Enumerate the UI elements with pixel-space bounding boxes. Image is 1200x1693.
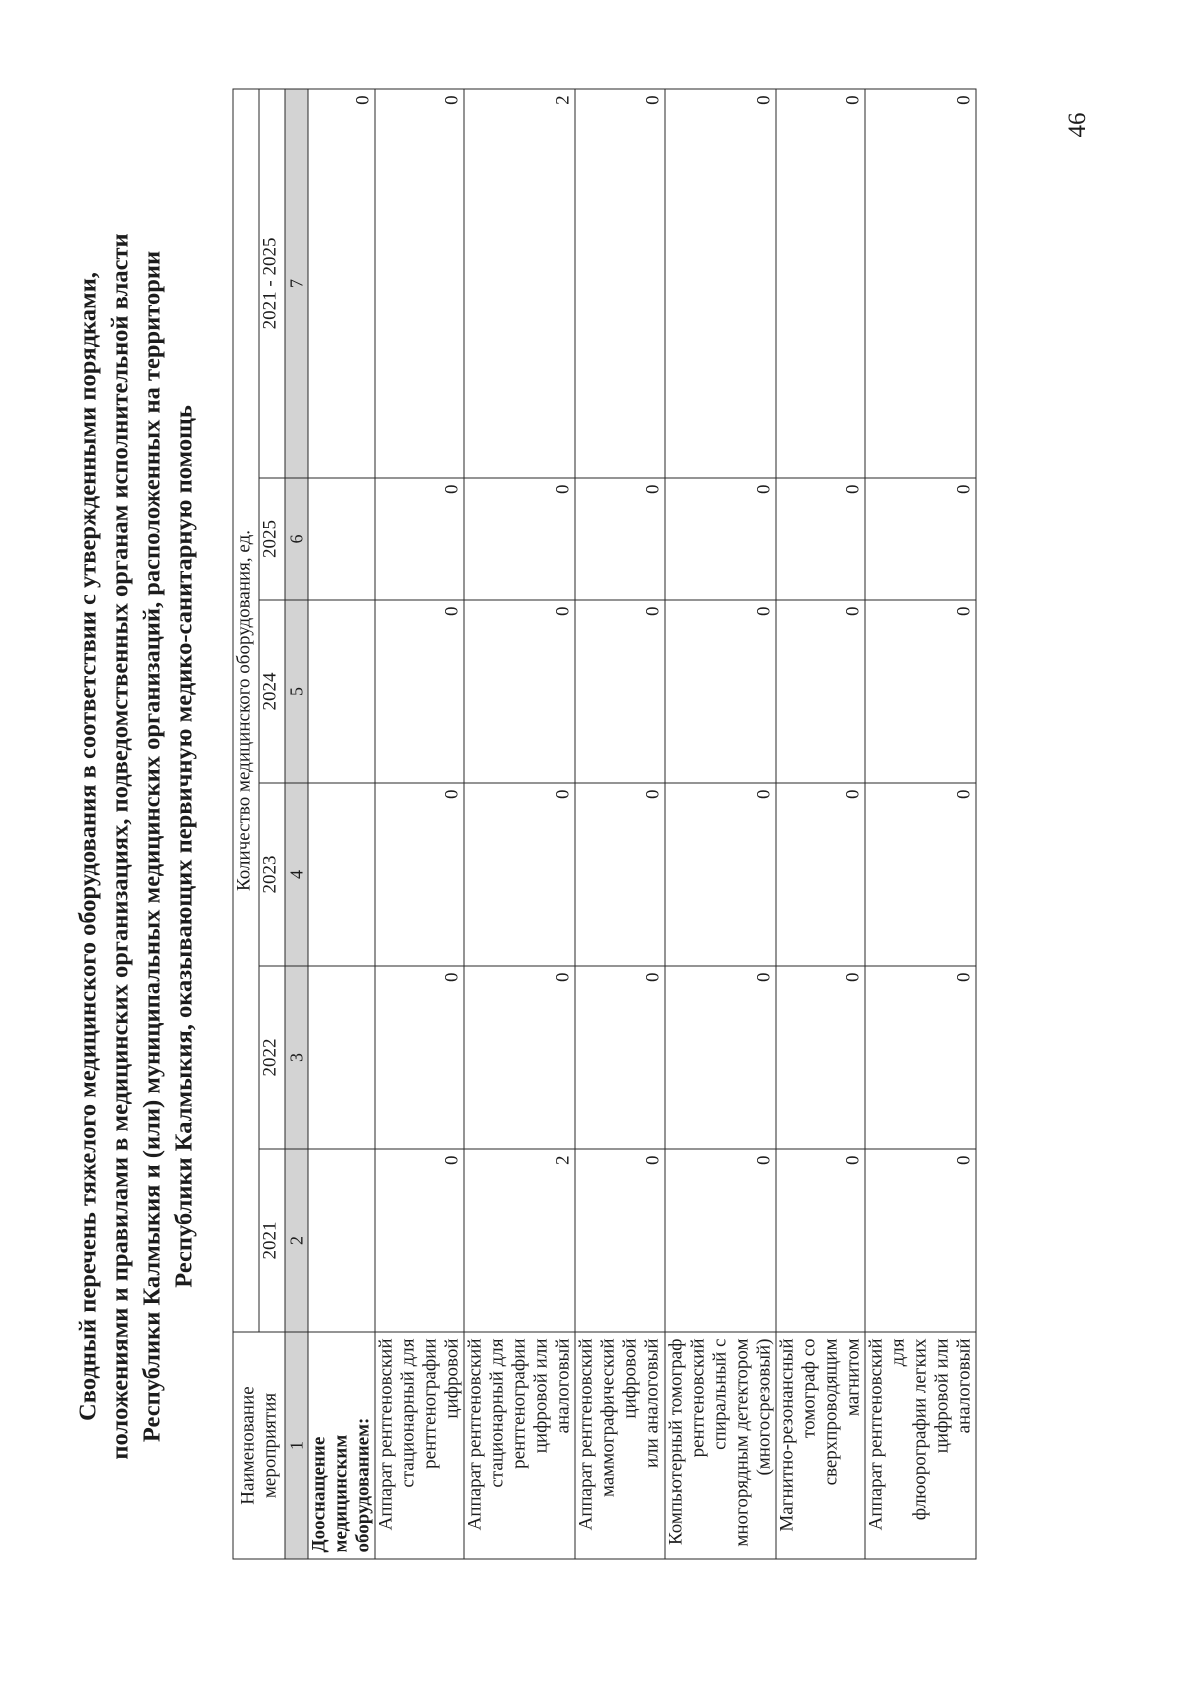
value-cell: 0 xyxy=(575,478,665,600)
value-cell: 0 xyxy=(375,478,464,600)
equipment-name xyxy=(375,1332,464,1559)
value-cell: 2 xyxy=(464,1149,575,1332)
column-index: 2 xyxy=(285,1149,308,1332)
name-line: рентгенографии цифровой или xyxy=(508,1338,552,1469)
equipment-name xyxy=(575,1332,665,1559)
title-line: Республики Калмыкия, оказывающих первичную медико-санитарную помощь xyxy=(170,405,198,1288)
value-cell: 0 xyxy=(776,1149,865,1332)
column-index: 7 xyxy=(285,89,308,478)
value-cell: 0 xyxy=(665,600,776,783)
value-cell: 0 xyxy=(865,1149,976,1332)
name-line: Компьютерный томограф xyxy=(665,1338,687,1546)
value-cell: 0 xyxy=(575,1149,665,1332)
year-header: 2022 xyxy=(259,966,285,1149)
name-line: Магнитно-резонансный xyxy=(776,1338,798,1532)
table-row xyxy=(665,89,776,1559)
value-cell: 0 xyxy=(575,783,665,966)
name-line: Аппарат рентгеновский xyxy=(575,1338,597,1531)
name-line: Аппарат рентгеновский xyxy=(464,1338,486,1531)
document-title xyxy=(73,52,201,1642)
page-number: 46 xyxy=(1064,112,1091,138)
name-line: (многосрезовый) xyxy=(753,1338,775,1476)
value-cell: 0 xyxy=(865,783,976,966)
value-cell: 0 xyxy=(575,89,665,478)
table-row xyxy=(865,89,976,1559)
name-line: магнитом xyxy=(842,1338,864,1417)
column-index: 6 xyxy=(285,478,308,600)
value-cell: 0 xyxy=(375,966,464,1149)
column-index: 5 xyxy=(285,600,308,783)
value-cell: 0 xyxy=(665,89,776,478)
header-row xyxy=(233,89,259,1559)
name-line: маммографический цифровой xyxy=(597,1338,641,1498)
column-index: 3 xyxy=(285,966,308,1149)
column-index: 1 xyxy=(285,1332,308,1559)
value-cell: 0 xyxy=(865,600,976,783)
name-line: флюорографии легких xyxy=(909,1338,931,1521)
title-line: Сводный перечень тяжелого медицинского оборудования в соответствии с утвержденными порядками, xyxy=(74,272,102,1421)
column-index-row xyxy=(285,89,308,1559)
value-cell: 0 xyxy=(375,1149,464,1332)
value-cell: 0 xyxy=(575,600,665,783)
value-cell: 0 xyxy=(308,89,375,478)
category-row xyxy=(308,89,375,1559)
value-cell: 0 xyxy=(575,966,665,1149)
name-line: томограф со сверхпроводящим xyxy=(798,1338,842,1486)
value-cell: 0 xyxy=(665,966,776,1149)
name-line: рентгеновский спиральный с xyxy=(687,1338,731,1458)
value-cell xyxy=(308,1149,375,1332)
year-header: 2021 xyxy=(259,1149,285,1332)
value-cell: 0 xyxy=(464,783,575,966)
name-line: цифровой или аналоговый xyxy=(931,1338,975,1454)
value-cell xyxy=(308,783,375,966)
value-cell: 0 xyxy=(776,478,865,600)
table-row xyxy=(375,89,464,1559)
value-cell: 0 xyxy=(665,783,776,966)
value-cell: 0 xyxy=(865,478,976,600)
equipment-name xyxy=(776,1332,865,1559)
title-line: Республики Калмыкия и (или) муниципальных медицинских организаций, расположенных на территории xyxy=(138,250,166,1443)
value-cell xyxy=(308,600,375,783)
value-cell: 0 xyxy=(375,89,464,478)
name-line: или аналоговый xyxy=(641,1338,663,1468)
name-line: аналоговый xyxy=(552,1338,574,1434)
value-cell: 0 xyxy=(464,600,575,783)
value-cell: 0 xyxy=(865,966,976,1149)
value-cell: 0 xyxy=(665,478,776,600)
value-cell: 0 xyxy=(375,600,464,783)
year-header: 2023 xyxy=(259,783,285,966)
year-header: 2025 xyxy=(259,478,285,600)
quantity-group-header: Количество медицинского оборудования, ед. xyxy=(233,89,259,1332)
value-cell xyxy=(308,966,375,1149)
name-line: Аппарат рентгеновский xyxy=(375,1338,397,1531)
name-line: рентгенографии цифровой xyxy=(419,1338,463,1469)
table-row xyxy=(575,89,665,1559)
value-cell: 0 xyxy=(665,1149,776,1332)
column-index: 4 xyxy=(285,783,308,966)
equipment-table xyxy=(233,88,977,1559)
name-line: стационарный для xyxy=(397,1338,419,1488)
year-header: 2021 - 2025 xyxy=(259,89,285,478)
table-row xyxy=(776,89,865,1559)
value-cell: 0 xyxy=(776,600,865,783)
value-cell: 0 xyxy=(776,966,865,1149)
value-cell: 2 xyxy=(464,89,575,478)
name-line: Аппарат рентгеновский для xyxy=(865,1338,909,1531)
equipment-name xyxy=(665,1332,776,1559)
value-cell: 0 xyxy=(464,478,575,600)
value-cell: 0 xyxy=(865,89,976,478)
year-header: 2024 xyxy=(259,600,285,783)
rotated-document xyxy=(38,52,1163,1642)
equipment-name xyxy=(464,1332,575,1559)
equipment-name xyxy=(865,1332,976,1559)
value-cell: 0 xyxy=(776,89,865,478)
name-line: многорядным детектором xyxy=(731,1338,753,1547)
value-cell: 0 xyxy=(375,783,464,966)
name-line: стационарный для xyxy=(486,1338,508,1488)
value-cell: 0 xyxy=(464,966,575,1149)
name-column-header: Наименование мероприятия xyxy=(233,1332,285,1559)
title-line: положениями и правилами в медицинских организациях, подведомственных органам исполнительной власти xyxy=(106,233,134,1460)
category-label: Дооснащение медицинским оборудованием: xyxy=(308,1332,375,1559)
table-row xyxy=(464,89,575,1559)
value-cell xyxy=(308,478,375,600)
value-cell: 0 xyxy=(776,783,865,966)
